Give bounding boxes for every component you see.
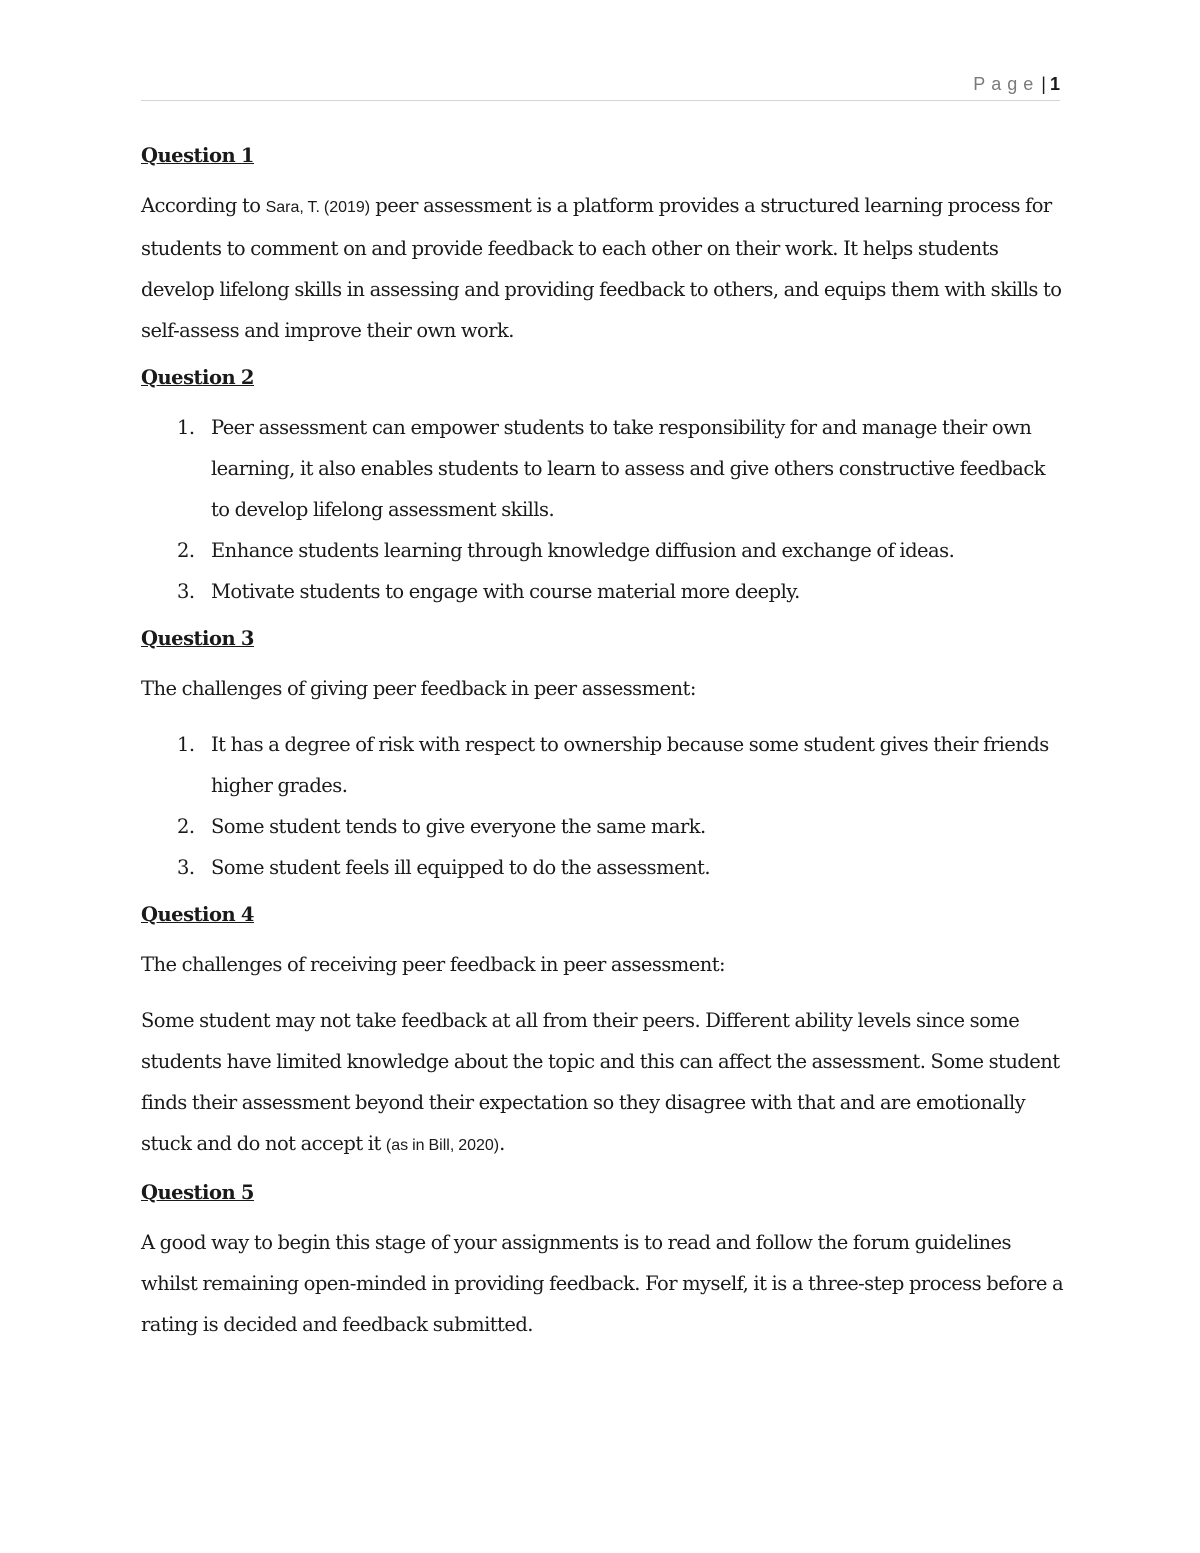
- page-separator: |: [1041, 74, 1046, 94]
- q1-text-end: peer assessment is a platform provides a structured learning process for students to comment on and provide feedback to each other on their work. It helps students develop lifelong skills in assessing and providing feedback to others, and equips them with skills to self-assess and improve their own work.: [141, 194, 1062, 342]
- question-4-heading: Question 4: [141, 903, 255, 926]
- question-1-heading: Question 1: [141, 144, 255, 167]
- list-text: Some student tends to give everyone the same mark.: [211, 815, 706, 838]
- q4-text-start: Some student may not take feedback at all from their peers. Different ability levels since some students have limited knowledge about the topic and this can affect the assessment. Some student finds their assessment beyond their expectation so they disagree with that and are emotionally stuck and do not accept it: [141, 1009, 1060, 1155]
- question-1-paragraph: [141, 185, 1066, 351]
- page-number: 1: [1049, 74, 1060, 94]
- list-number: 2.: [177, 539, 195, 562]
- question-5-heading: Question 5: [141, 1181, 255, 1204]
- list-text: Enhance students learning through knowledge diffusion and exchange of ideas.: [211, 539, 955, 562]
- page-number-label: [973, 74, 1060, 95]
- list-item: [141, 724, 1066, 806]
- list-text: It has a degree of risk with respect to ownership because some student gives their friends higher grades.: [211, 733, 1049, 797]
- q1-citation: Sara, T. (2019): [265, 199, 371, 216]
- question-5-paragraph: A good way to begin this stage of your assignments is to read and follow the forum guidelines whilst remaining open-minded in providing feedback. For myself, it is a three-step process before a rating is decided and feedback submitted.: [141, 1231, 1064, 1336]
- question-3-heading: Question 3: [141, 627, 255, 650]
- page-word: Page: [973, 74, 1040, 94]
- list-number: 3.: [177, 580, 195, 603]
- list-number: 1.: [177, 733, 195, 756]
- list-text: Motivate students to engage with course material more deeply.: [211, 580, 800, 603]
- list-item: [141, 571, 1066, 612]
- list-item: [141, 847, 1066, 888]
- q1-text-start: According to: [141, 194, 266, 217]
- page-header: [141, 72, 1060, 101]
- list-number: 1.: [177, 416, 195, 439]
- list-item: [141, 407, 1066, 530]
- question-4-intro: The challenges of receiving peer feedback in peer assessment:: [141, 953, 726, 976]
- list-text: Some student feels ill equipped to do the assessment.: [211, 856, 710, 879]
- question-3-list: [141, 724, 1066, 888]
- question-2-heading: Question 2: [141, 366, 255, 389]
- list-text: Peer assessment can empower students to take responsibility for and manage their own learning, it also enables students to learn to assess and give others constructive feedback to develop lifelong assessment skills.: [211, 416, 1045, 521]
- document-body: [141, 142, 1066, 1345]
- question-2-list: [141, 407, 1066, 612]
- question-4-paragraph: [141, 1000, 1066, 1166]
- q4-text-end: .: [499, 1132, 505, 1155]
- list-item: [141, 530, 1066, 571]
- q4-citation: (as in Bill, 2020): [385, 1137, 500, 1154]
- list-item: [141, 806, 1066, 847]
- question-3-intro: The challenges of giving peer feedback in peer assessment:: [141, 677, 696, 700]
- list-number: 3.: [177, 856, 195, 879]
- list-number: 2.: [177, 815, 195, 838]
